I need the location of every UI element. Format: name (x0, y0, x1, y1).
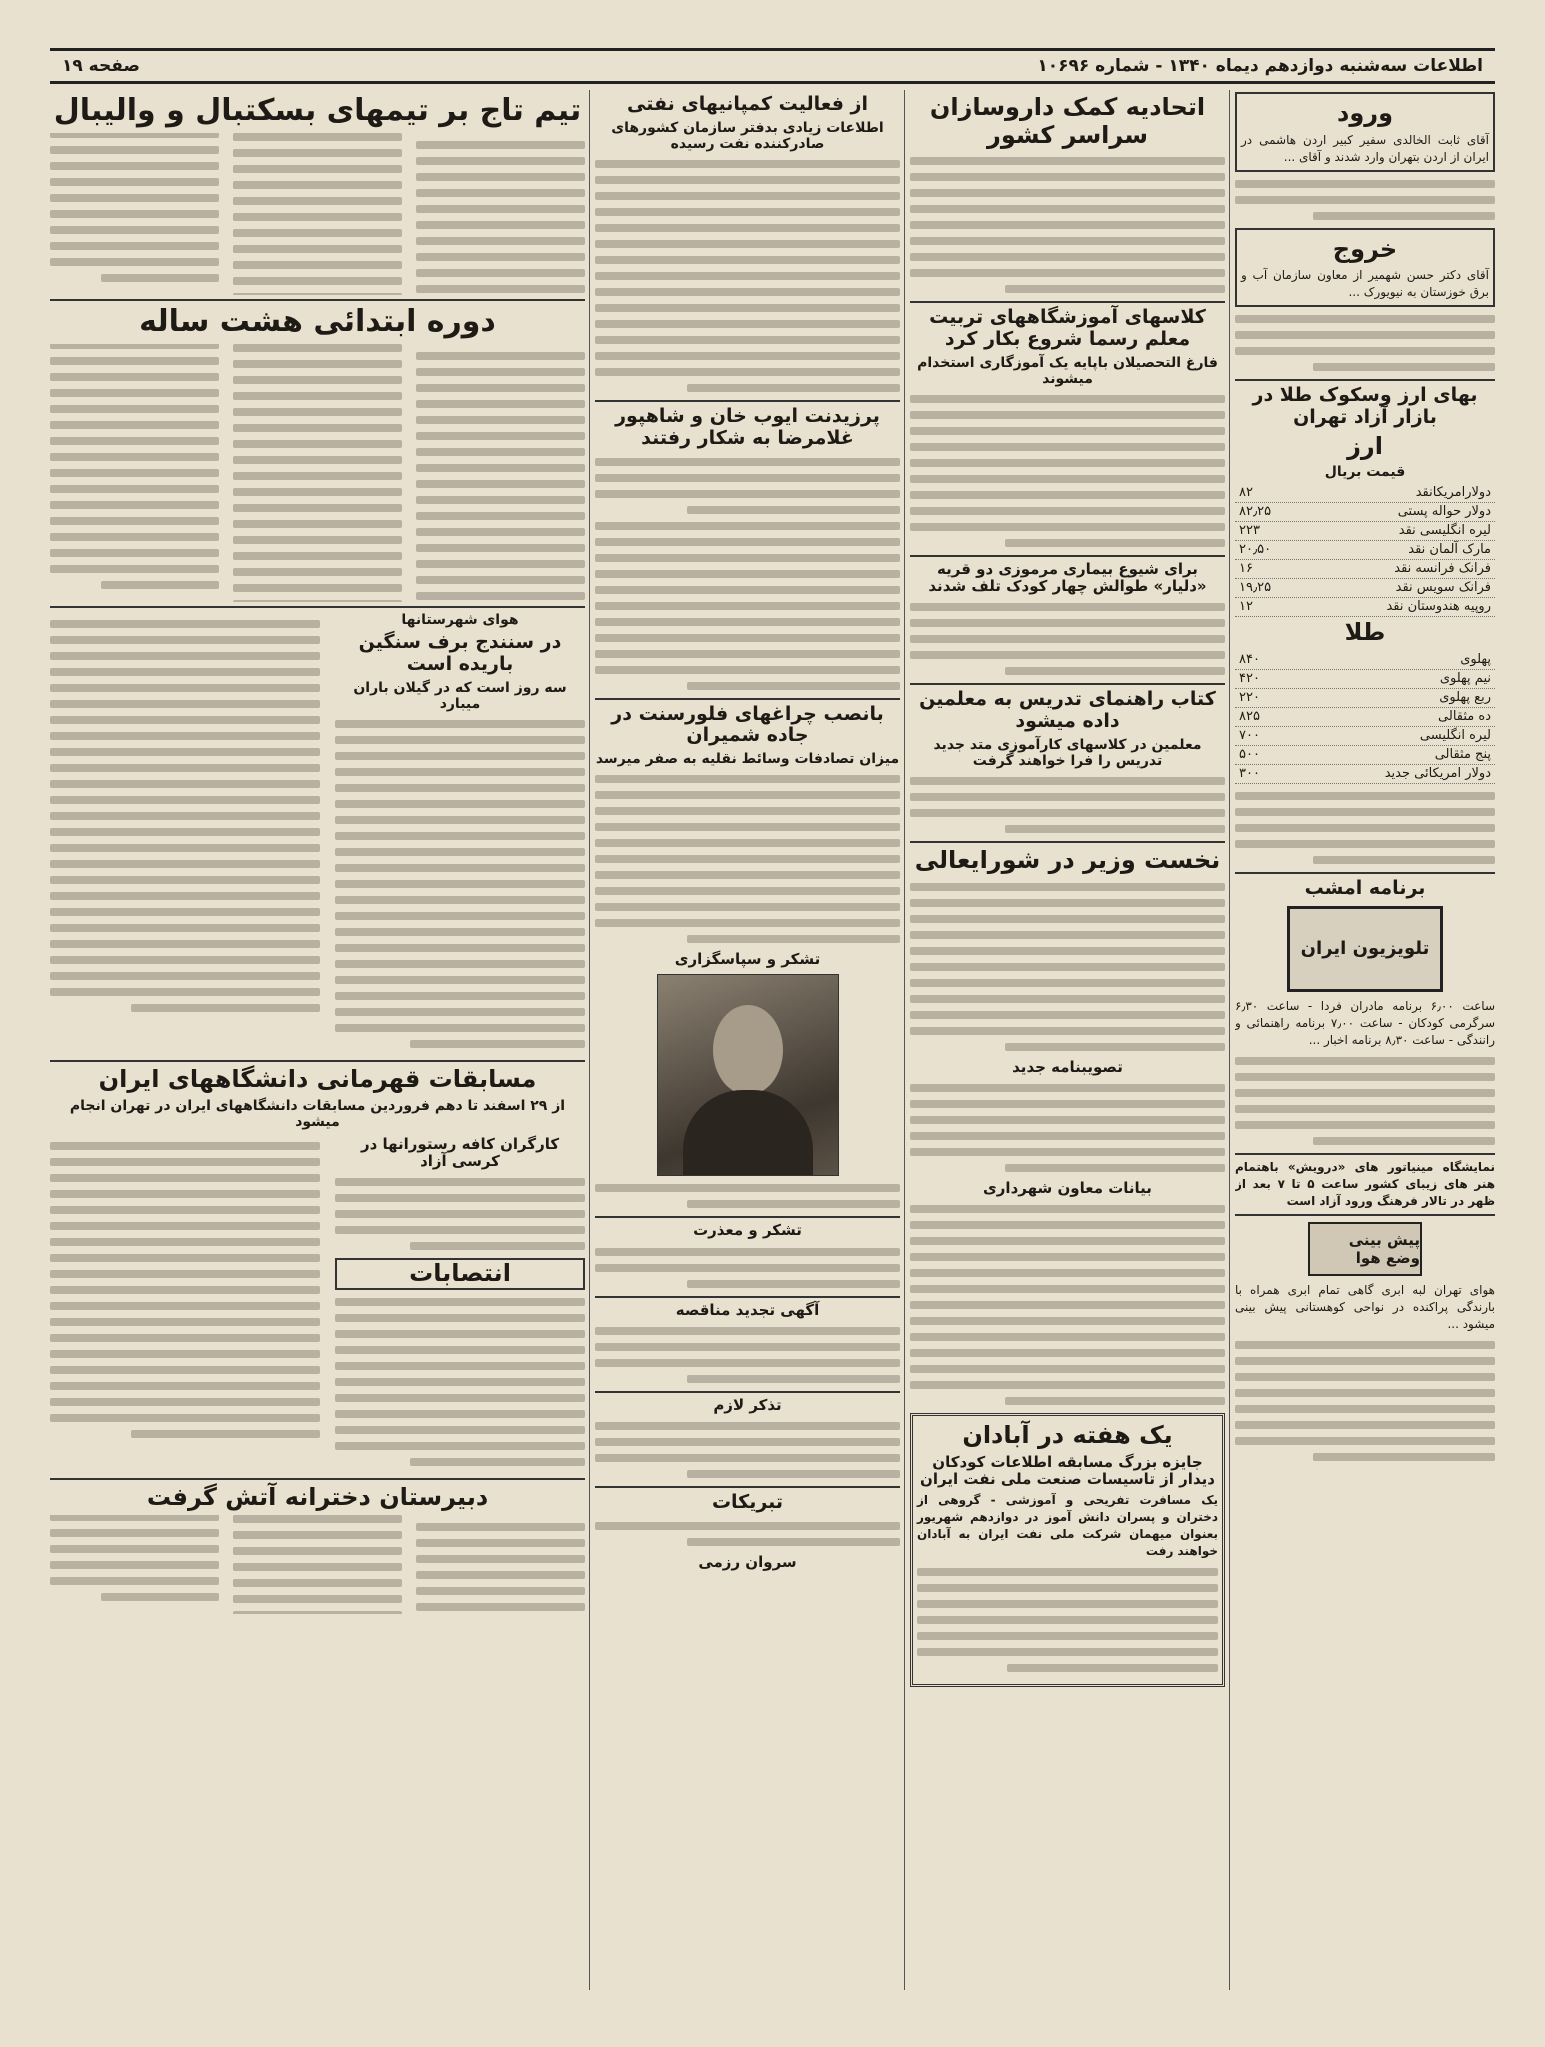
currency-price: ۱۶ (1239, 561, 1253, 577)
subhead-provinces: هوای شهرستانها (401, 612, 519, 629)
gold-price: ۷۰۰ (1239, 728, 1260, 744)
divider (1235, 379, 1495, 381)
right-subcolumn (50, 1134, 320, 1446)
gold-price: ۸۲۵ (1239, 709, 1260, 725)
filler-lines (910, 1084, 1225, 1172)
masthead-page-number: صفحه ۱۹ (62, 56, 140, 76)
headline-primary-school: دوره ابتدائی هشت ساله (139, 304, 496, 340)
headline-prime-minister: نخست وزیر در شورایعالی (914, 846, 1221, 875)
divider (910, 841, 1225, 843)
divider (910, 555, 1225, 557)
filler-lines (1235, 792, 1495, 864)
subhead-oil-companies: اطلاعات زیادی بدفتر سازمان کشورهای صادرکننده نفت رسیده (611, 119, 884, 152)
divider (910, 683, 1225, 685)
currency-row (1235, 598, 1495, 617)
headline-teacher-training: کلاسهای آموزشگاههای تربیت معلم رسما شروع بکار کرد (929, 306, 1206, 351)
gold-title: طلا (1344, 618, 1386, 647)
filler-lines (1235, 1341, 1495, 1461)
headline-disease: برای شیوع بیماری مرموزی دو قریه «دلیار» طوالش چهار کودک تلف شدند (928, 559, 1207, 596)
column-1 (1235, 92, 1495, 2002)
gold-name: ربع پهلوی (1439, 690, 1491, 706)
currency-price: ۲۰٫۵۰ (1239, 542, 1272, 558)
subhead-rain: سه روز است که در گیلان باران میبارد (353, 680, 567, 713)
filler-lines (1235, 180, 1495, 220)
arrival-title: ورود (1337, 99, 1393, 127)
filler-lines (335, 1298, 585, 1466)
divider (50, 1478, 585, 1480)
headline-appointments: انتصابات (335, 1258, 585, 1290)
filler-lines (50, 133, 585, 296)
headline-teaching-guide: کتاب راهنمای تدریس به معلمین داده میشود (919, 688, 1216, 733)
filler-lines (595, 1184, 900, 1208)
column-rule (589, 90, 590, 1990)
currency-name: فرانک فرانسه نقد (1394, 561, 1491, 577)
headline-school-fire: دبیرستان دخترانه آتش گرفت (146, 1482, 489, 1511)
currency-price: ۱۲ (1239, 599, 1253, 615)
weather-text: هوای تهران لبه ابری گاهی تمام ابری همراه با بارندگی پراکنده در نواحی کوهستانی پیش بینی میشود ... (1235, 1282, 1495, 1331)
headline-deputy-mayor: بیانات معاون شهرداری (983, 1178, 1152, 1197)
gold-name: پهلوی (1460, 652, 1491, 668)
tv-logo: تلویزیون ایران (1287, 906, 1443, 992)
currency-name: لیره انگلیسی نقد (1398, 523, 1491, 539)
gold-price: ۴۲۰ (1239, 671, 1260, 687)
filler-lines (595, 1522, 900, 1546)
masthead-issue: اطلاعات سه‌شنبه دوازدهم دیماه ۱۳۴۰ - شماره ۱۰۶۹۶ (1037, 56, 1483, 76)
filler-lines (595, 1248, 900, 1288)
gold-row (1235, 765, 1495, 784)
filler-lines (910, 1205, 1225, 1405)
arrival-text: آقای ثابت الخالدی سفیر کبیر اردن هاشمی در ایران از اردن بتهران وارد شدند و آقای ... (1241, 132, 1489, 164)
headline-oil-companies: از فعالیت کمپانیهای نفتی (626, 93, 869, 115)
filler-lines (335, 720, 585, 1048)
divider (50, 299, 585, 301)
filler-lines (1235, 315, 1495, 371)
filler-lines (50, 1515, 585, 1614)
divider (595, 1391, 900, 1393)
headline-workers: کارگران کافه رستورانها در کرسی آزاد (360, 1134, 560, 1170)
column-2 (910, 92, 1225, 2002)
gold-table (1235, 651, 1495, 784)
departure-title: خروج (1332, 234, 1398, 263)
headline-notice: تذکر لازم (713, 1395, 782, 1414)
subhead-teacher-training: فارغ التحصیلان باپایه یک آموزگاری استخدام میشوند (917, 354, 1218, 387)
currency-row (1235, 503, 1495, 522)
headline-university: مسابقات قهرمانی دانشگاههای ایران (98, 1065, 537, 1094)
ad-text: یک مسافرت تفریحی و آموزشی - گروهی از دختران و پسران دانش آموز در دوازدهم شهریور بعنوان میهمان شرکت ملی نفت ایران به آبادان خواهند رفت (917, 1493, 1218, 1559)
headline-congratulations: تبریکات (711, 1491, 784, 1514)
filler-lines (50, 1142, 320, 1438)
congratulations-name: سروان رزمی (698, 1553, 797, 1572)
filler-lines (910, 395, 1225, 547)
tv-title: برنامه امشب (1304, 877, 1426, 900)
divider (595, 698, 900, 700)
gold-price: ۳۰۰ (1239, 766, 1260, 782)
divider (50, 1060, 585, 1062)
gold-name: ده مثقالی (1438, 709, 1491, 725)
column-rule (1229, 90, 1230, 1990)
divider (595, 1486, 900, 1488)
portrait-photo (657, 974, 839, 1176)
headline-thanks-apology: تشکر و معذرت (693, 1221, 802, 1240)
gold-row (1235, 651, 1495, 670)
portrait-body (683, 1090, 813, 1175)
divider (910, 301, 1225, 303)
filler-lines (1235, 1057, 1495, 1145)
headline-taj-team: تیم تاج بر تیمهای بسکتبال و والیبال (53, 93, 582, 128)
currency-row (1235, 541, 1495, 560)
headline-snow: در سنندج برف سنگین باریده است (358, 631, 562, 676)
headline-tender: آگهی تجدید مناقصه (675, 1300, 820, 1319)
divider (595, 1216, 900, 1218)
filler-lines (910, 157, 1225, 293)
portrait-head (713, 1005, 783, 1095)
divider (1235, 1153, 1495, 1155)
currency-name: روپیه هندوستان نقد (1386, 599, 1491, 615)
filler-lines (595, 160, 900, 392)
subhead-teaching-guide: معلمین در کلاسهای کارآموزی متد جدید تدریس را فرا خواهند گرفت (933, 737, 1202, 770)
currency-name: مارک آلمان نقد (1408, 542, 1491, 558)
gold-name: دولار امریکائی جدید (1384, 766, 1491, 782)
currency-row (1235, 560, 1495, 579)
weather-provinces (335, 612, 585, 1056)
abadan-ad-box (910, 1413, 1225, 1687)
subhead-fluorescent: میزان تصادفات وسائط نقلیه به صفر میرسد (595, 751, 900, 768)
filler-lines (910, 603, 1225, 675)
headline-fluorescent: بانصب چراغهای فلورسنت در جاده شمیران (611, 702, 884, 747)
divider (595, 1296, 900, 1298)
filler-lines (335, 1178, 585, 1250)
divider (50, 606, 585, 608)
weather-logo: پیش بینی وضع هوا (1308, 1222, 1422, 1276)
currency-title: بهای ارز وسکوک طلا در بازار آزاد تهران (1252, 384, 1478, 429)
filler-lines (50, 620, 320, 1012)
headline-thanks: تشکر و سپاسگزاری (674, 950, 821, 969)
gold-name: لیره انگلیسی (1419, 728, 1491, 744)
gold-name: پنج مثقالی (1434, 747, 1491, 763)
sports-continued (50, 612, 320, 1020)
ad-subtitle: جایزه بزرگ مسابقه اطلاعات کودکان دیدار از تاسیسات صنعت ملی نفت ایران (920, 1452, 1215, 1488)
currency-row (1235, 522, 1495, 541)
gold-row (1235, 689, 1495, 708)
gold-price: ۲۲۰ (1239, 690, 1260, 706)
filler-lines (595, 1422, 900, 1478)
column-4 (50, 92, 585, 2002)
exhibition-notice: نمایشگاه مینیاتور های «درویش» باهتمام هنر های زیبای کشور ساعت ۵ تا ۷ بعد از ظهر در تالار فرهنگ ورود آزاد است (1235, 1159, 1495, 1208)
filler-lines (50, 344, 585, 603)
currency-table (1235, 484, 1495, 617)
currency-row (1235, 579, 1495, 598)
divider (1235, 872, 1495, 874)
headline-new-decree: تصویبنامه جدید (1012, 1057, 1123, 1076)
left-subcolumn (335, 1134, 585, 1474)
filler-lines (595, 522, 900, 690)
divider (595, 400, 900, 402)
filler-lines (910, 777, 1225, 833)
gold-name: نیم پهلوی (1439, 671, 1491, 687)
filler-lines (917, 1568, 1218, 1672)
arrival-box (1235, 92, 1495, 172)
subhead-university: از ۲۹ اسفند تا دهم فروردین مسابقات دانشگاههای ایران در تهران انجام میشود (69, 1097, 566, 1130)
tv-schedule: ساعت ۶٫۰۰ برنامه مادران فردا - ساعت ۶٫۳۰ سرگرمی کودکان - ساعت ۷٫۰۰ برنامه راهنمائی و رانندگی - ساعت ۸٫۳۰ برنامه اخبار ... (1235, 998, 1495, 1047)
currency-price: ۱۹٫۲۵ (1239, 580, 1272, 596)
currency-row (1235, 484, 1495, 503)
departure-text: آقای دکتر حسن شهمیر از معاون سازمان آب و برق خوزستان به نیویورک ... (1241, 268, 1489, 300)
gold-row (1235, 727, 1495, 746)
currency-unit: قیمت بریال (1324, 464, 1406, 481)
gold-row (1235, 670, 1495, 689)
gold-price: ۵۰۰ (1239, 747, 1260, 763)
newspaper-page (50, 40, 1495, 2010)
currency-price: ۸۲٫۲۵ (1239, 504, 1272, 520)
headline-pharmacy-union: اتحادیه کمک داروسازان سراسر کشور (929, 93, 1206, 149)
currency-name: دولار حواله پستی (1397, 504, 1491, 520)
currency-name: فرانک سویس نقد (1395, 580, 1491, 596)
currency-subtitle: ارز (1347, 431, 1383, 460)
filler-lines (595, 1327, 900, 1383)
ad-title: یک هفته در آبادان (962, 1421, 1173, 1450)
filler-lines (595, 458, 900, 514)
currency-price: ۲۲۳ (1239, 523, 1260, 539)
divider (1235, 1214, 1495, 1216)
masthead (50, 48, 1495, 84)
headline-ayub-khan: پرزیدنت ایوب خان و شاهپور غلامرضا به شکار رفتند (615, 404, 880, 449)
gold-row (1235, 708, 1495, 727)
column-3 (595, 92, 900, 2002)
gold-row (1235, 746, 1495, 765)
gold-price: ۸۴۰ (1239, 652, 1260, 668)
currency-name: دولارامریکانقد (1415, 485, 1491, 501)
filler-lines (595, 775, 900, 943)
currency-price: ۸۲ (1239, 485, 1253, 501)
column-rule (904, 90, 905, 1990)
filler-lines (910, 883, 1225, 1051)
departure-box (1235, 228, 1495, 308)
